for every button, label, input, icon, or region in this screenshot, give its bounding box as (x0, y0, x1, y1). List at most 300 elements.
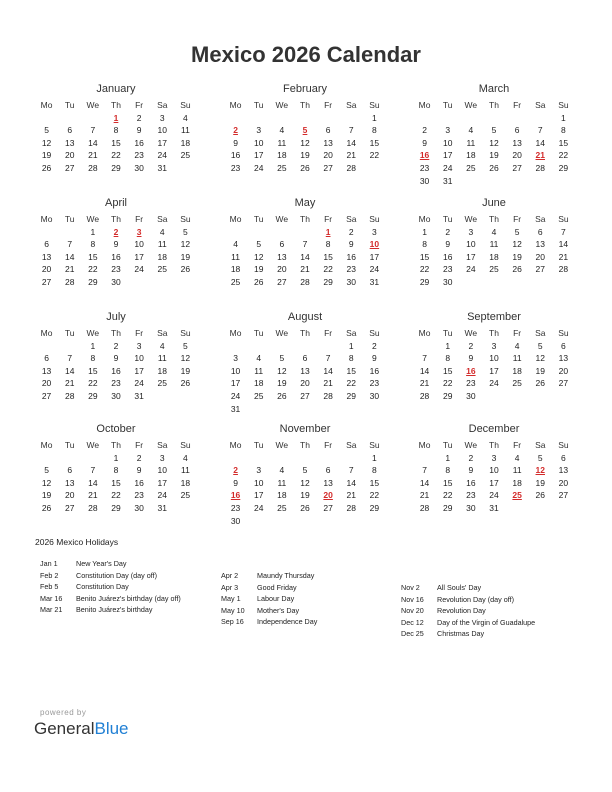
holiday-name: Day of the Virgin of Guadalupe (437, 617, 536, 627)
day-cell: 22 (88, 378, 98, 389)
holidays-title: 2026 Mexico Holidays (35, 537, 119, 547)
day-cell: 6 (44, 353, 49, 364)
holiday-name: All Souls' Day (437, 583, 482, 592)
weekday-header: Tu (442, 440, 453, 450)
day-cell: 27 (323, 162, 333, 173)
day-cell: 26 (180, 264, 191, 275)
month-november (224, 422, 386, 527)
day-cell: 31 (442, 175, 453, 186)
day-cell: 12 (41, 137, 52, 148)
day-cell: 30 (419, 175, 430, 186)
month-october (35, 422, 197, 515)
day-cell: 5 (514, 226, 520, 237)
holiday-day-cell: 12 (535, 465, 545, 476)
empty-day-cell (317, 112, 340, 125)
day-cell: 18 (157, 251, 167, 262)
empty-day-cell (482, 112, 505, 125)
day-cell: 23 (230, 162, 241, 173)
day-cell: 13 (41, 251, 52, 262)
holiday-name: Revolution Day (437, 606, 486, 616)
day-cell: 9 (445, 239, 451, 250)
day-cell: 29 (442, 502, 453, 513)
empty-day-cell (413, 112, 436, 125)
weekday-header: Mo (418, 214, 431, 224)
day-cell: 31 (369, 276, 380, 287)
holiday-row (40, 570, 181, 582)
day-cell: 2 (422, 125, 427, 136)
day-cell: 6 (325, 125, 331, 136)
holiday-row (221, 570, 317, 582)
day-cell: 24 (134, 378, 144, 389)
day-cell: 13 (558, 465, 569, 476)
month-days-grid (224, 327, 386, 415)
day-cell: 29 (111, 502, 121, 513)
day-cell: 6 (302, 353, 308, 364)
day-cell: 8 (561, 125, 566, 136)
day-cell: 8 (445, 353, 451, 364)
day-cell: 16 (369, 365, 380, 376)
day-cell: 20 (300, 378, 310, 389)
day-cell: 16 (346, 251, 356, 262)
day-cell: 7 (67, 353, 73, 364)
day-cell: 25 (466, 162, 476, 173)
day-cell: 17 (442, 150, 453, 161)
weekday-header: Fr (135, 100, 144, 110)
day-cell: 2 (468, 340, 474, 351)
day-cell: 14 (88, 477, 98, 488)
day-cell: 19 (41, 490, 52, 501)
day-cell: 30 (442, 276, 453, 287)
day-cell: 18 (489, 251, 499, 262)
day-cell: 14 (64, 365, 75, 376)
weekday-header: Su (369, 214, 380, 224)
empty-day-cell (224, 112, 247, 125)
day-cell: 23 (111, 264, 121, 275)
weekday-header: Sa (535, 214, 546, 224)
holiday-row (221, 616, 317, 628)
day-cell: 12 (535, 353, 545, 364)
day-cell: 30 (369, 390, 380, 401)
day-cell: 9 (348, 239, 354, 250)
day-cell: 26 (489, 162, 499, 173)
day-cell: 18 (253, 378, 264, 389)
day-cell: 8 (372, 465, 377, 476)
day-cell: 18 (277, 490, 287, 501)
holiday-row (40, 581, 181, 593)
holiday-name: Benito Juárez's birthday (76, 605, 153, 615)
weekday-header: Th (300, 214, 310, 224)
day-cell: 30 (346, 276, 356, 287)
holiday-name: Constitution Day (76, 582, 129, 592)
day-cell: 15 (88, 365, 98, 376)
weekday-header: Tu (253, 440, 264, 450)
weekday-header: Sa (157, 214, 168, 224)
day-cell: 3 (159, 112, 165, 123)
day-cell: 10 (466, 239, 476, 250)
month-days-grid (413, 439, 575, 515)
day-cell: 17 (134, 365, 144, 376)
day-cell: 22 (369, 150, 380, 161)
day-cell: 5 (537, 340, 543, 351)
weekday-header: Sa (535, 440, 546, 450)
day-cell: 12 (41, 477, 52, 488)
day-cell: 27 (64, 502, 75, 513)
holiday-name: Christmas Day (437, 629, 485, 639)
day-cell: 1 (561, 112, 566, 123)
day-cell: 4 (183, 112, 188, 123)
empty-day-cell (459, 112, 482, 125)
weekday-header: Mo (40, 328, 53, 338)
holiday-row (401, 594, 535, 606)
month-days-grid (413, 327, 575, 403)
day-cell: 13 (277, 251, 287, 262)
day-cell: 17 (230, 378, 241, 389)
day-cell: 20 (558, 477, 569, 488)
day-cell: 15 (323, 251, 333, 262)
month-september (413, 310, 575, 403)
holidays-column (221, 570, 317, 628)
weekday-header: Su (558, 440, 569, 450)
day-cell: 15 (111, 477, 121, 488)
day-cell: 20 (64, 150, 75, 161)
day-cell: 22 (111, 150, 121, 161)
empty-day-cell (270, 340, 293, 353)
empty-day-cell (413, 452, 436, 465)
weekday-header: Tu (442, 328, 453, 338)
day-cell: 9 (233, 477, 238, 488)
weekday-header: Th (111, 440, 121, 450)
day-cell: 3 (445, 125, 451, 136)
weekday-header: Sa (157, 328, 168, 338)
empty-day-cell (35, 226, 58, 239)
day-cell: 7 (422, 353, 427, 364)
day-cell: 13 (64, 137, 75, 148)
day-cell: 11 (466, 137, 476, 148)
empty-day-cell (58, 112, 81, 125)
weekday-header: Fr (513, 328, 522, 338)
day-cell: 27 (300, 390, 310, 401)
month-days-grid (35, 327, 197, 403)
holiday-name: Labour Day (257, 594, 295, 604)
day-cell: 8 (113, 465, 119, 476)
day-cell: 10 (230, 365, 241, 376)
day-cell: 31 (157, 162, 167, 173)
day-cell: 25 (157, 378, 167, 389)
month-days-grid (224, 439, 386, 527)
weekday-header: Tu (64, 328, 75, 338)
weekday-header: Th (300, 328, 310, 338)
day-cell: 27 (277, 276, 287, 287)
day-cell: 28 (346, 162, 356, 173)
holiday-row (401, 605, 535, 617)
day-cell: 23 (134, 150, 144, 161)
day-cell: 18 (157, 365, 167, 376)
day-cell: 24 (253, 502, 264, 513)
day-cell: 25 (180, 150, 191, 161)
holiday-name: Mother's Day (257, 605, 300, 615)
holiday-date: Apr 2 (221, 571, 239, 580)
day-cell: 21 (64, 378, 75, 389)
empty-day-cell (247, 340, 270, 353)
day-cell: 21 (419, 490, 430, 501)
day-cell: 24 (157, 490, 167, 501)
day-cell: 28 (64, 276, 75, 287)
weekday-header: Fr (135, 214, 144, 224)
day-cell: 6 (44, 239, 49, 250)
weekday-header: Su (558, 100, 569, 110)
day-cell: 26 (300, 162, 310, 173)
weekday-header: Tu (442, 100, 453, 110)
empty-day-cell (317, 452, 340, 465)
day-cell: 20 (512, 150, 522, 161)
month-april (35, 196, 197, 289)
day-cell: 28 (88, 162, 98, 173)
day-cell: 8 (90, 353, 96, 364)
day-cell: 13 (558, 353, 569, 364)
day-cell: 21 (323, 378, 333, 389)
day-cell: 1 (372, 452, 377, 463)
empty-day-cell (35, 340, 58, 353)
day-cell: 26 (41, 502, 52, 513)
day-cell: 20 (323, 150, 333, 161)
day-cell: 11 (277, 137, 287, 148)
day-cell: 2 (468, 452, 474, 463)
day-cell: 11 (277, 477, 287, 488)
day-cell: 31 (489, 502, 499, 513)
weekday-header: We (86, 214, 100, 224)
day-cell: 22 (558, 150, 569, 161)
holidays-column (401, 582, 535, 640)
day-cell: 1 (422, 226, 427, 237)
day-cell: 13 (41, 365, 52, 376)
day-cell: 29 (111, 162, 121, 173)
month-december (413, 422, 575, 515)
month-name: February (282, 83, 328, 95)
day-cell: 23 (346, 264, 356, 275)
day-cell: 7 (561, 226, 566, 237)
day-cell: 21 (346, 150, 356, 161)
month-name: March (478, 83, 510, 95)
weekday-header: Fr (324, 440, 333, 450)
day-cell: 17 (489, 365, 499, 376)
day-cell: 25 (277, 162, 287, 173)
day-cell: 30 (134, 502, 144, 513)
empty-day-cell (506, 112, 529, 125)
holiday-day-cell: 2 (233, 125, 238, 136)
day-cell: 24 (230, 390, 241, 401)
weekday-header: Su (558, 214, 569, 224)
weekday-header: Mo (229, 214, 242, 224)
day-cell: 14 (419, 477, 430, 488)
day-cell: 4 (514, 340, 520, 351)
holiday-date: Nov 20 (401, 606, 424, 616)
holiday-day-cell: 21 (535, 150, 545, 161)
weekday-header: Tu (253, 214, 264, 224)
day-cell: 14 (88, 137, 98, 148)
weekday-header: Mo (418, 100, 431, 110)
day-cell: 18 (180, 137, 191, 148)
weekday-header: Fr (324, 328, 333, 338)
day-cell: 12 (180, 353, 191, 364)
day-cell: 9 (372, 353, 377, 364)
weekday-header: Th (111, 100, 121, 110)
day-cell: 30 (134, 162, 144, 173)
month-days-grid (413, 99, 575, 187)
empty-day-cell (270, 226, 293, 239)
month-june (413, 196, 575, 289)
day-cell: 18 (180, 477, 191, 488)
weekday-header: We (275, 214, 289, 224)
day-cell: 29 (323, 276, 333, 287)
day-cell: 7 (348, 125, 354, 136)
day-cell: 18 (512, 477, 522, 488)
empty-day-cell (317, 340, 340, 353)
day-cell: 25 (157, 264, 167, 275)
day-cell: 21 (88, 150, 98, 161)
day-cell: 28 (558, 264, 569, 275)
holiday-name: New Year's Day (76, 559, 127, 568)
weekday-header: Fr (135, 440, 144, 450)
weekday-header: Su (180, 440, 191, 450)
weekday-header: Mo (40, 440, 53, 450)
day-cell: 28 (88, 502, 98, 513)
day-cell: 3 (468, 226, 474, 237)
day-cell: 12 (300, 137, 310, 148)
day-cell: 10 (134, 353, 144, 364)
day-cell: 15 (442, 477, 453, 488)
day-cell: 26 (535, 378, 545, 389)
day-cell: 6 (279, 239, 285, 250)
day-cell: 4 (256, 353, 262, 364)
weekday-header: Sa (346, 440, 357, 450)
month-july (35, 310, 197, 403)
day-cell: 3 (491, 452, 497, 463)
day-cell: 10 (253, 477, 264, 488)
day-cell: 19 (253, 264, 264, 275)
holiday-row (221, 582, 317, 594)
day-cell: 17 (489, 477, 499, 488)
day-cell: 15 (111, 137, 121, 148)
weekday-header: We (464, 100, 478, 110)
day-cell: 29 (88, 390, 98, 401)
day-cell: 6 (514, 125, 520, 136)
day-cell: 6 (67, 125, 73, 136)
month-days-grid (224, 213, 386, 289)
day-cell: 27 (323, 502, 333, 513)
day-cell: 17 (253, 150, 264, 161)
day-cell: 25 (512, 378, 522, 389)
weekday-header: Mo (40, 214, 53, 224)
day-cell: 5 (279, 353, 285, 364)
weekday-header: Tu (442, 214, 453, 224)
day-cell: 27 (558, 378, 569, 389)
day-cell: 19 (300, 490, 310, 501)
weekday-header: Sa (346, 328, 357, 338)
day-cell: 28 (323, 390, 333, 401)
day-cell: 5 (44, 125, 49, 136)
day-cell: 5 (44, 465, 49, 476)
day-cell: 26 (512, 264, 522, 275)
day-cell: 22 (323, 264, 333, 275)
holiday-day-cell: 1 (113, 112, 119, 123)
day-cell: 12 (253, 251, 264, 262)
day-cell: 8 (113, 125, 119, 136)
day-cell: 24 (442, 162, 453, 173)
day-cell: 13 (323, 477, 333, 488)
day-cell: 30 (111, 390, 121, 401)
holiday-day-cell: 20 (323, 490, 333, 501)
day-cell: 8 (348, 353, 354, 364)
day-cell: 10 (253, 137, 264, 148)
day-cell: 24 (369, 264, 380, 275)
empty-day-cell (247, 112, 270, 125)
day-cell: 22 (369, 490, 380, 501)
day-cell: 4 (279, 465, 285, 476)
holiday-day-cell: 10 (369, 239, 380, 250)
holiday-row (401, 617, 535, 629)
brand-logo[interactable] (34, 719, 129, 739)
weekday-header: Fr (324, 214, 333, 224)
weekday-header: Fr (135, 328, 144, 338)
day-cell: 8 (445, 465, 451, 476)
brand-general: General (34, 719, 95, 738)
weekday-header: Fr (324, 100, 333, 110)
day-cell: 15 (558, 137, 569, 148)
day-cell: 1 (372, 112, 377, 123)
day-cell: 7 (422, 465, 427, 476)
day-cell: 24 (157, 150, 167, 161)
day-cell: 20 (64, 490, 75, 501)
day-cell: 23 (419, 162, 430, 173)
empty-day-cell (293, 112, 316, 125)
month-days-grid (35, 99, 197, 175)
weekday-header: We (86, 440, 100, 450)
month-days-grid (35, 439, 197, 515)
day-cell: 17 (157, 477, 167, 488)
weekday-header: Mo (418, 440, 431, 450)
day-cell: 11 (254, 365, 264, 376)
day-cell: 7 (537, 125, 543, 136)
empty-day-cell (58, 340, 81, 353)
weekday-header: Th (489, 214, 499, 224)
day-cell: 12 (512, 239, 522, 250)
holiday-date: May 10 (221, 605, 245, 615)
day-cell: 19 (180, 365, 191, 376)
weekday-header: Sa (157, 100, 168, 110)
day-cell: 26 (180, 378, 191, 389)
empty-day-cell (340, 452, 363, 465)
day-cell: 4 (468, 125, 474, 136)
weekday-header: Mo (229, 100, 242, 110)
day-cell: 12 (489, 137, 499, 148)
day-cell: 19 (512, 251, 522, 262)
day-cell: 16 (442, 251, 453, 262)
day-cell: 28 (346, 502, 356, 513)
holiday-name: Good Friday (257, 582, 297, 592)
day-cell: 22 (442, 378, 453, 389)
empty-day-cell (58, 452, 81, 465)
brand-blue: Blue (94, 719, 129, 738)
day-cell: 9 (113, 353, 119, 364)
day-cell: 25 (253, 390, 264, 401)
holiday-day-cell: 3 (136, 226, 142, 237)
day-cell: 10 (157, 465, 167, 476)
holiday-row (221, 593, 317, 605)
day-cell: 12 (277, 365, 287, 376)
day-cell: 17 (157, 137, 167, 148)
day-cell: 23 (466, 490, 476, 501)
day-cell: 4 (279, 125, 285, 136)
